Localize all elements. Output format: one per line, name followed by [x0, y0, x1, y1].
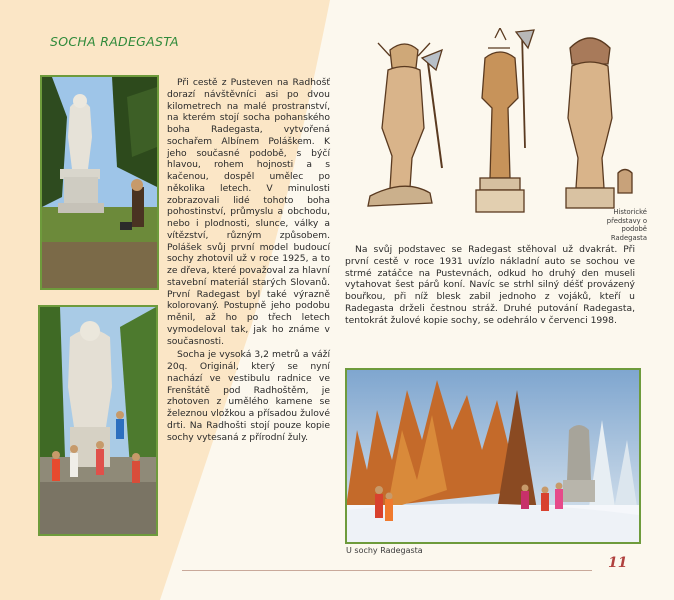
photo-statue-people	[38, 305, 158, 536]
historic-drawings	[350, 28, 640, 233]
article-text-right	[345, 244, 635, 326]
photo-statue-forest	[40, 75, 159, 290]
paragraph: Socha je vysoká 3,2 metrů a váží 20q. Originál, který se nyní nachází ve vestibulu radnice ve Frenštátě pod Radhoštěm, je zhotoven z umělého kamene se železnou vložkou a přísadou žulové drti. Na Radhošti stojí pouze kopie sochy vytesaná z přírodní žuly.	[167, 349, 330, 443]
caption-historic: Historické představy o podobě Radegasta	[606, 208, 647, 242]
paragraph: Při cestě z Pusteven na Radhošť dorazí návštěvníci asi po dvou kilometrech na malé prostranství, na kterém stojí socha pohanského boha Radegasta, vytvořená sochařem Albínem Poláškem. K jeho současné podobě, s býčí hlavou, rohem hojnosti a s kačenou, dospěl umělec po několika letech. V minulosti zobrazovali lidé tohoto boha pohostinství, průmyslu a obchodu, nebo i plodnosti, slunce, války a vítězství, různým způsobem. Polášek svůj první model budoucí sochy zhotovil už v roce 1925, a to ze dřeva, které považoval za hlavní stavební materiál starých Slovanů. První Radegast byl také výrazně kolorovaný. Postupně jeho podobu měnil, až ho po třech letech vymodeloval tak, jak ho známe v současnosti.	[167, 77, 330, 347]
article-text-left	[167, 77, 330, 445]
caption-photo: U sochy Radegasta	[346, 546, 423, 555]
photo-winter-forest	[345, 368, 641, 544]
paragraph: Na svůj podstavec se Radegast stěhoval už dvakrát. Při první cestě v roce 1931 uvízlo nákladní auto se sochou ve strmé zatáčce na Pustevnách, odkud ho druhý den museli vytahovat šest párů koní. Navíc se strhl silný déšť provázený bouřkou, při níž blesk zabil jednoho z vojáků, kteří u Radegasta drželi čestnou stráž. Druhé putování Radegasta, tentokrát žulové kopie sochy, se odehrálo v červenci 1998.	[345, 244, 635, 326]
page-number: 11	[608, 555, 628, 571]
footer-divider	[182, 570, 592, 571]
page-title: SOCHA RADEGASTA	[50, 34, 179, 49]
